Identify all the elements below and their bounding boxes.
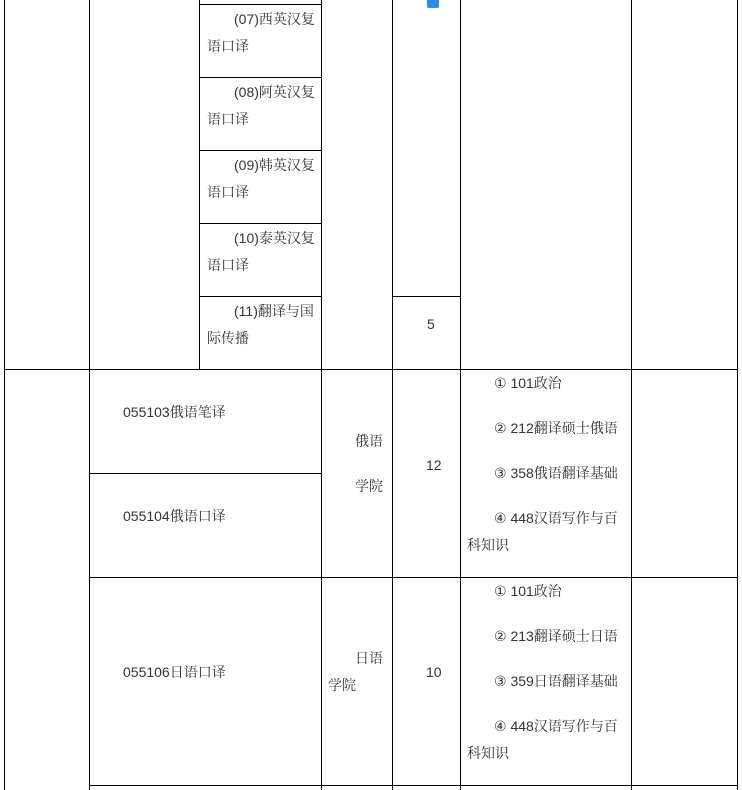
quota-russian: 12 — [426, 457, 442, 473]
subdirection-09-line1: (09)韩英汉复 — [234, 157, 315, 173]
exam-japanese-4: ④ 448汉语写作与百 — [494, 718, 618, 734]
college-russian-line1: 俄语 — [355, 433, 383, 449]
table-col-line-3b — [321, 369, 322, 790]
exam-japanese-3: ③ 359日语翻译基础 — [494, 673, 618, 689]
row-line — [89, 473, 322, 474]
subdirection-07-line1: (07)西英汉复 — [234, 11, 315, 27]
subdirection-07-line2: 语口译 — [207, 38, 249, 54]
group-line — [89, 577, 738, 578]
subdirection-10-line1: (10)泰英汉复 — [234, 230, 315, 246]
row-line — [392, 296, 461, 297]
subdirection-08-line1: (08)阿英汉复 — [234, 84, 315, 100]
row-line — [199, 223, 322, 224]
subdirection-08-line2: 语口译 — [207, 111, 249, 127]
exam-japanese-2: ② 213翻译硕士日语 — [494, 628, 618, 644]
exam-russian-1: ① 101政治 — [494, 375, 562, 391]
row-line — [199, 296, 322, 297]
group-line — [4, 369, 738, 370]
quota-japanese: 10 — [426, 664, 442, 680]
checkbox[interactable] — [427, 0, 439, 8]
college-japanese-line2: 学院 — [328, 677, 356, 693]
table-col-line-5 — [460, 0, 461, 790]
exam-japanese-4-tail: 科知识 — [467, 745, 509, 761]
major-055106: 055106日语口译 — [123, 664, 226, 680]
subdirection-10-line2: 语口译 — [207, 257, 249, 273]
table-col-line-4 — [392, 0, 393, 790]
college-russian-line2: 学院 — [355, 478, 383, 494]
row-line — [199, 77, 322, 78]
exam-russian-3: ③ 358俄语翻译基础 — [494, 465, 618, 481]
table-border-left — [4, 0, 5, 790]
major-055104: 055104俄语口译 — [123, 508, 226, 524]
exam-russian-4: ④ 448汉语写作与百 — [494, 510, 618, 526]
subdirection-11-line2: 际传播 — [207, 330, 249, 346]
upper-quota: 5 — [427, 316, 435, 332]
major-055103: 055103俄语笔译 — [123, 404, 226, 420]
table-col-line-2 — [199, 0, 200, 369]
college-japanese-line1: 日语 — [355, 650, 383, 666]
row-line — [199, 4, 322, 5]
exam-russian-4-tail: 科知识 — [467, 537, 509, 553]
group-line — [89, 785, 738, 786]
exam-japanese-1: ① 101政治 — [494, 583, 562, 599]
table-col-line-3a — [321, 0, 322, 369]
table-border-right — [737, 0, 738, 790]
exam-russian-2: ② 212翻译硕士俄语 — [494, 420, 618, 436]
subdirection-11-line1: (11)翻译与国 — [234, 303, 314, 319]
subdirection-09-line2: 语口译 — [207, 184, 249, 200]
table-col-line-1 — [89, 0, 90, 790]
row-line — [199, 150, 322, 151]
table-col-line-6 — [631, 0, 632, 790]
